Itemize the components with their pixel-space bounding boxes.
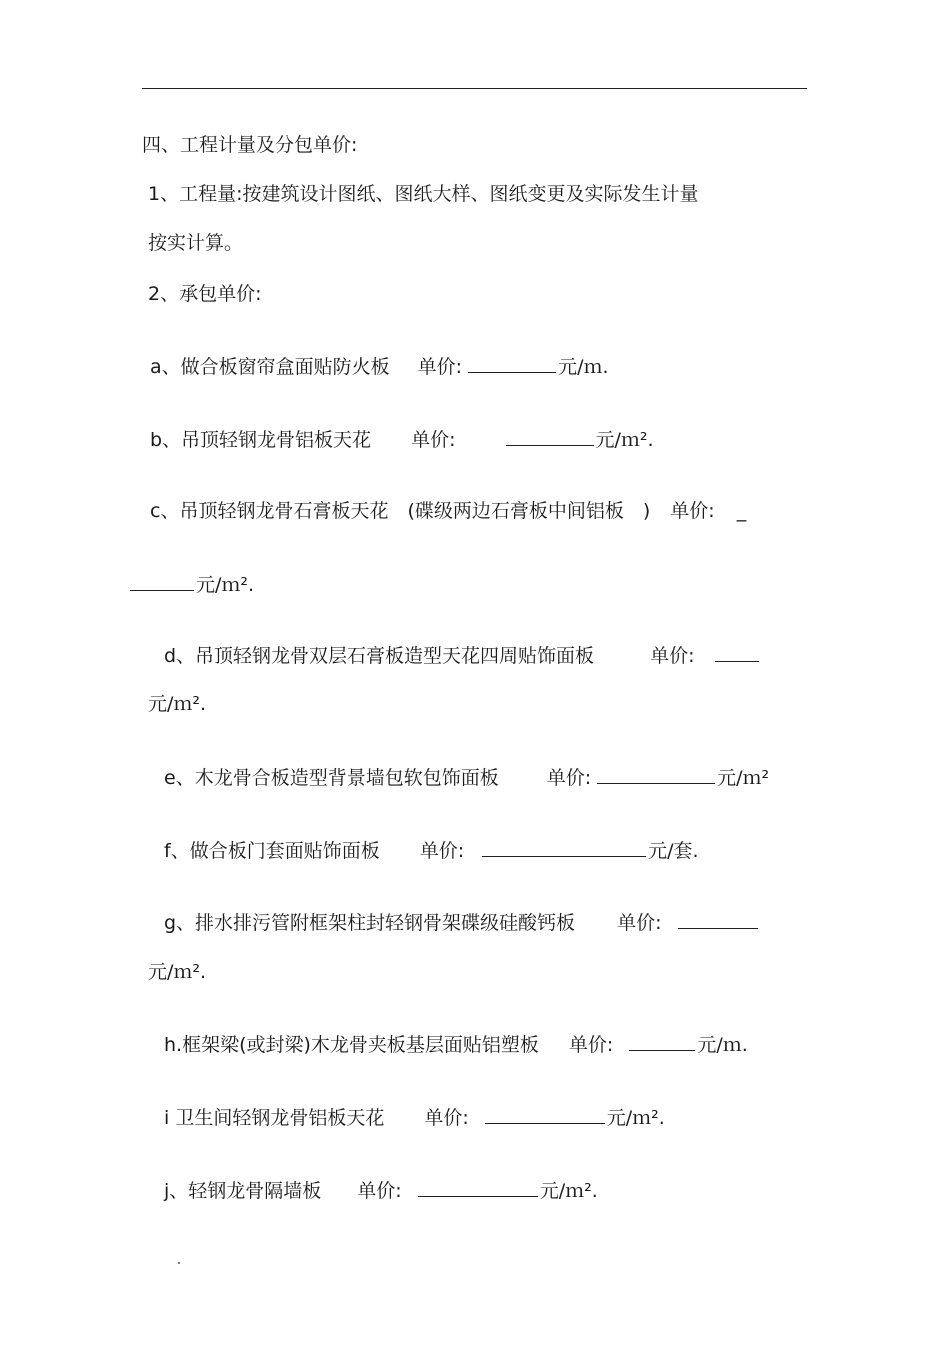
item-c-cont <box>130 572 254 597</box>
item-d <box>164 643 759 668</box>
price-blank-f[interactable] <box>482 838 646 857</box>
item-f-unit: 元/套. <box>648 840 699 862</box>
price-label: 单价: <box>650 645 695 667</box>
item-i <box>164 1105 665 1130</box>
price-blank-i[interactable] <box>485 1105 605 1124</box>
item-i-text: i 卫生间轻钢龙骨铝板天花 <box>164 1107 385 1129</box>
price-label: 单价: <box>424 1107 469 1129</box>
item-d-text: d、吊顶轻钢龙骨双层石膏板造型天花四周贴饰面板 <box>164 645 595 667</box>
item-h-text: h.框架梁(或封梁)木龙骨夹板基层面贴铝塑板 <box>164 1034 539 1056</box>
price-label: 单价: <box>357 1180 402 1202</box>
price-blank-h[interactable] <box>629 1032 695 1051</box>
item-b <box>150 427 654 452</box>
item-c-text: c、吊顶轻钢龙骨石膏板天花 (碟级两边石膏板中间铝板 ) <box>150 500 651 522</box>
price-label: 单价: <box>568 1034 614 1056</box>
item-g-unit: 元/ｍ². <box>148 961 207 983</box>
item-f-text: f、做合板门套面贴饰面板 <box>164 840 380 862</box>
price-blank-e[interactable] <box>597 765 715 784</box>
item-g-cont <box>148 960 206 984</box>
item-g-text: g、排水排污管附框架柱封轻钢骨架碟级硅酸钙板 <box>164 912 576 934</box>
item-a <box>150 354 609 379</box>
item-a-text: a、做合板窗帘盒面贴防火板 <box>150 356 390 378</box>
quantity-line-2: 按实计算。 <box>148 232 244 254</box>
price-label: 单价: <box>546 767 592 789</box>
item-j-unit: 元/ｍ². <box>539 1180 598 1202</box>
item-e <box>164 765 769 790</box>
quantity-line-1: 1、工程量:按建筑设计图纸、图纸大样、图纸变更及实际发生计量 <box>148 183 699 205</box>
item-h-unit: 元/ｍ. <box>697 1034 748 1056</box>
item-g <box>164 910 758 935</box>
price-label: 单价: <box>411 429 456 451</box>
price-blank-d[interactable] <box>715 643 759 662</box>
item-b-unit: 元/ｍ². <box>595 429 654 451</box>
item-j-text: j、轻钢龙骨隔墙板 <box>164 1180 322 1202</box>
price-label: 单价: <box>617 912 662 934</box>
item-i-unit: 元/ｍ². <box>606 1107 665 1129</box>
price-blank-c[interactable] <box>130 572 194 591</box>
price-blank-g[interactable] <box>678 910 758 929</box>
item-e-text: e、木龙骨合板造型背景墙包软包饰面板 <box>164 767 499 789</box>
section-title: 四、工程计量及分包单价: <box>142 134 358 156</box>
item-e-unit: 元/ｍ² <box>717 767 770 789</box>
price-blank-a[interactable] <box>468 354 556 373</box>
item-f <box>164 838 699 863</box>
unit-price-heading: 2、承包单价: <box>148 283 262 305</box>
item-d-cont <box>148 692 206 716</box>
price-label: 单价: <box>670 500 715 522</box>
price-blank-b[interactable] <box>506 427 594 446</box>
price-label: 单价: <box>419 840 465 862</box>
footer-mark <box>178 1262 180 1264</box>
item-h <box>164 1032 748 1057</box>
item-d-unit: 元/ｍ². <box>148 693 207 715</box>
item-j <box>164 1178 598 1203</box>
item-c <box>150 499 746 523</box>
header-rule <box>142 88 807 89</box>
item-b-text: b、吊顶轻钢龙骨铝板天花 <box>150 429 372 451</box>
item-a-unit: 元/ｍ. <box>558 356 609 378</box>
price-blank-j[interactable] <box>418 1178 538 1197</box>
price-label: 单价: <box>417 356 463 378</box>
item-c-unit: 元/ｍ². <box>196 574 255 596</box>
item-c-tail: _ <box>736 500 747 522</box>
